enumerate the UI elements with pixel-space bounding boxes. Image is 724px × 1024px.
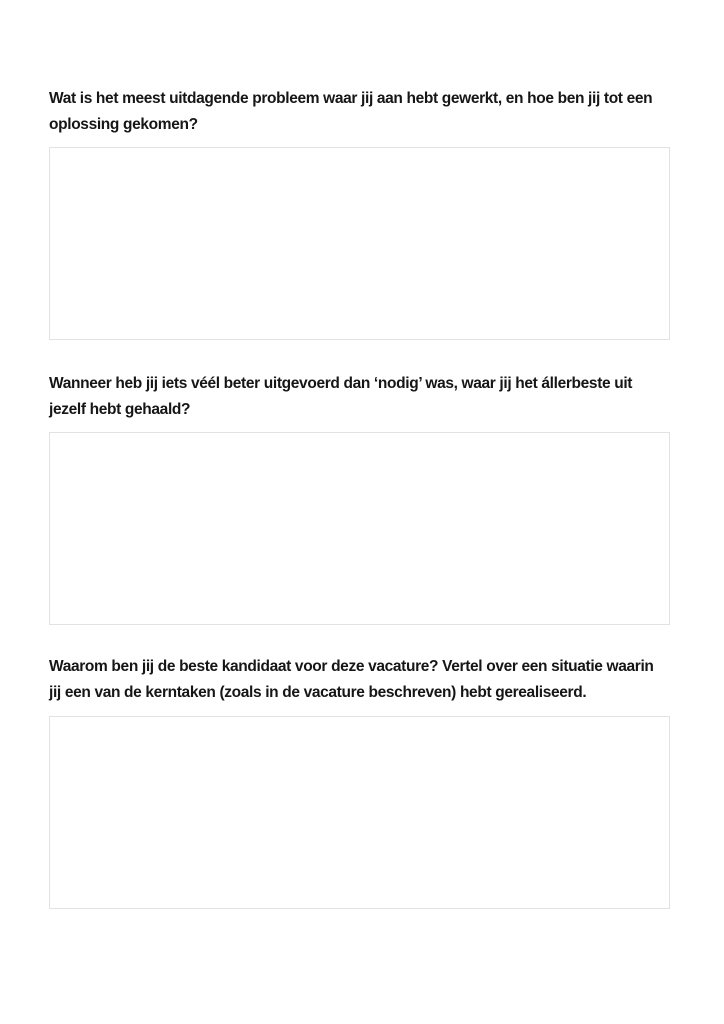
question-2-answer-field[interactable] xyxy=(49,432,670,625)
question-1-answer-field[interactable] xyxy=(49,147,670,340)
question-3-label: Waarom ben jij de beste kandidaat voor deze vacature? Vertel over een situatie waarin jij een van de kerntaken (zoals in de vacature beschreven) hebt gerealiseerd. xyxy=(49,658,654,701)
question-1-label: Wat is het meest uitdagende probleem waar jij aan hebt gewerkt, en hoe ben jij tot een oplossing gekomen? xyxy=(49,90,653,133)
question-2 xyxy=(49,371,670,625)
question-3 xyxy=(49,654,670,909)
question-2-label: Wanneer heb jij iets véél beter uitgevoerd dan ‘nodig’ was, waar jij het állerbeste uit jezelf hebt gehaald? xyxy=(49,375,633,418)
question-3-answer-field[interactable] xyxy=(49,716,670,909)
question-1 xyxy=(49,86,670,340)
